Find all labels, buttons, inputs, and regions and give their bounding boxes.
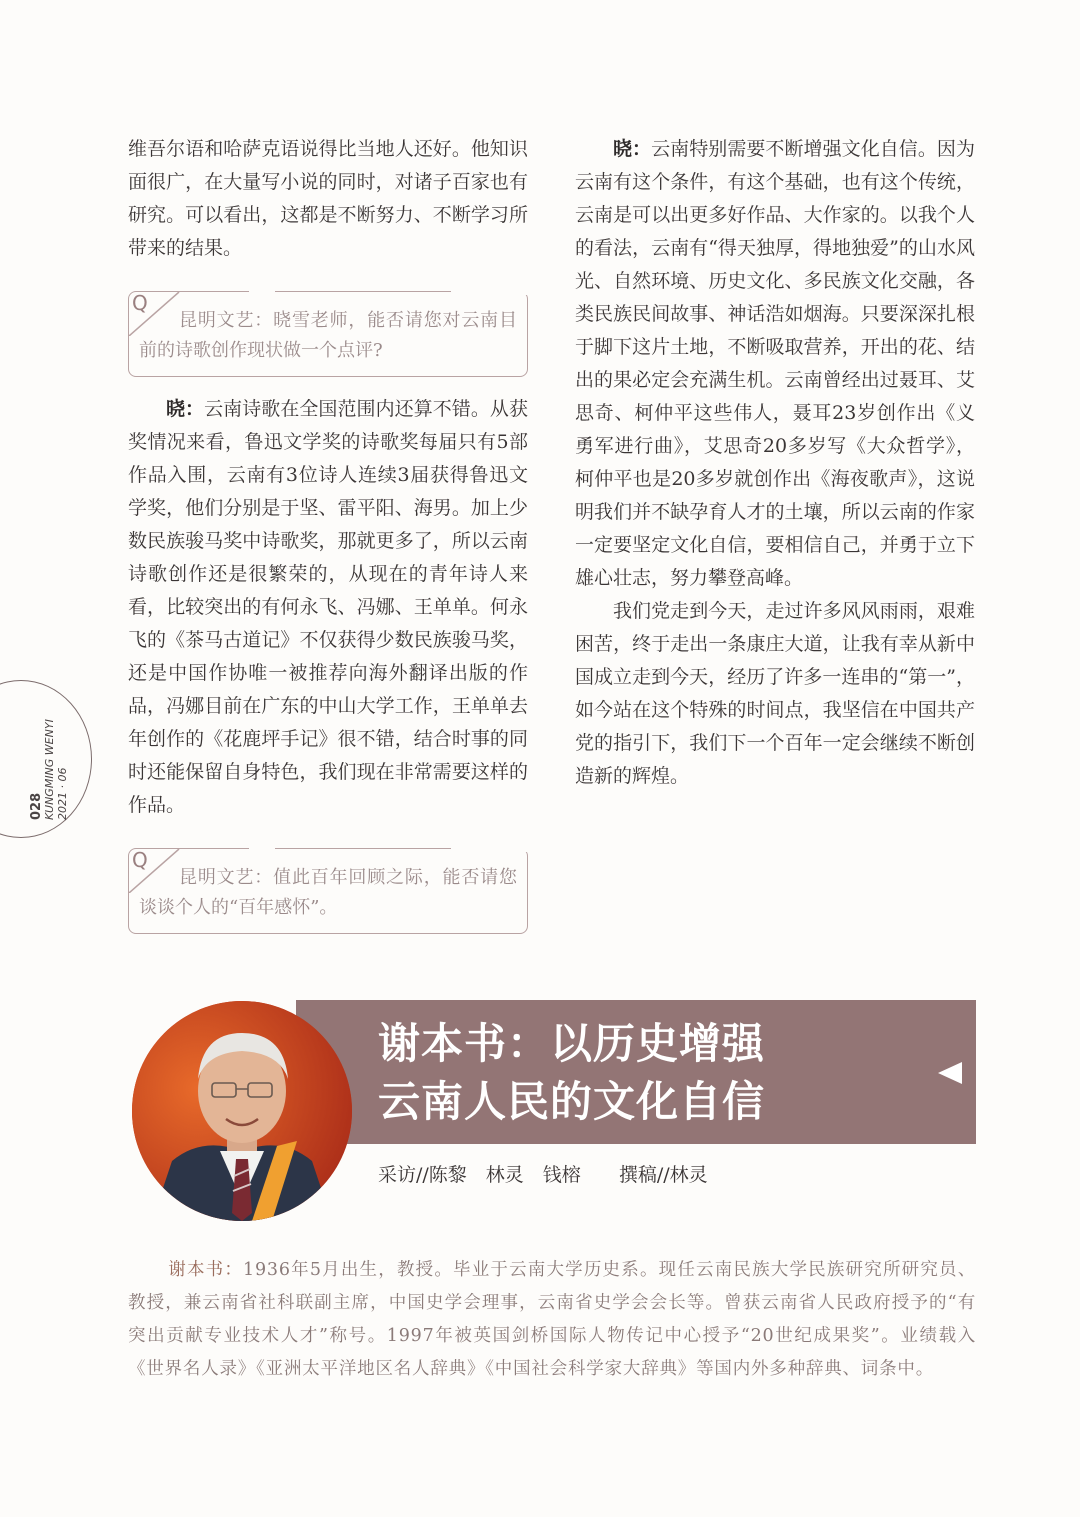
feature-title	[378, 1015, 938, 1131]
answer-text: 云南诗歌在全国范围内还算不错。从获奖情况来看，鲁迅文学奖的诗歌奖每届只有5部作品入围，云南有3位诗人连续3届获得鲁迅文学奖，他们分别是于坚、雷平阳、海男。加上少数民族骏马奖中诗歌奖，那就更多了，所以云南诗歌创作还是很繁荣的，从现在的青年诗人来看，比较突出的有何永飞、冯娜、王单单。何永飞的《茶马古道记》不仅获得少数民族骏马奖，还是中国作协唯一被推荐向海外翻译出版的作品，冯娜目前在广东的中山大学工作，王单单去年创作的《花鹿坪手记》很不错，结合时事的同时还能保留自身特色，我们现在非常需要这样的作品。	[128, 398, 528, 816]
question-text: 昆明文艺：值此百年回顾之际，能否请您谈谈个人的“百年感怀”。	[139, 867, 517, 918]
right-column	[575, 133, 975, 793]
question-text: 昆明文艺：晓雪老师，能否请您对云南目前的诗歌创作现状做一个点评?	[139, 310, 517, 361]
page-marker	[30, 700, 94, 820]
title-line: 云南人民的文化自信	[378, 1077, 766, 1126]
title-line: 谢本书：以历史增强	[378, 1019, 766, 1068]
border-gap	[249, 846, 275, 852]
magazine-name: KUNGMING WENYI	[43, 719, 56, 820]
speaker-label: 晓：	[166, 398, 205, 420]
speaker-label: 晓：	[613, 138, 652, 160]
question-mark-icon: Q	[132, 848, 148, 872]
border-gap	[249, 289, 275, 295]
bio-name: 谢本书：	[168, 1260, 244, 1280]
portrait-illustration	[132, 1001, 352, 1221]
paragraph: 维吾尔语和哈萨克语说得比当地人还好。他知识面很广，在大量写小说的同时，对诸子百家也有研究。可以看出，这都是不断努力、不断学习所带来的结果。	[128, 138, 528, 259]
credits	[378, 1160, 708, 1187]
answer-text: 云南特别需要不断增强文化自信。因为云南有这个条件，有这个基础，也有这个传统，云南是可以出更多好作品、大作家的。以我个人的看法，云南有“得天独厚，得地独爱”的山水风光、自然环境、历史文化、多民族文化交融，各类民族民间故事、神话浩如烟海。只要深深扎根于脚下这片土地，不断吸取营养，开出的花、结出的果必定会充满生机。云南曾经出过聂耳、艾思奇、柯仲平这些伟人，聂耳23岁创作出《义勇军进行曲》，艾思奇20多岁写《大众哲学》，柯仲平也是20多岁就创作出《海夜歌声》，这说明我们并不缺孕育人才的土壤，所以云南的作家一定要坚定文化自信，要相信自己，并勇于立下雄心壮志，努力攀登高峰。	[575, 138, 975, 589]
credits-writing: 撰稿//林灵	[618, 1164, 708, 1186]
paragraph: 我们党走到今天，走过许多风风雨雨，艰难困苦，终于走出一条康庄大道，让我有幸从新中国成立走到今天，经历了许多一连串的“第一”，如今站在这个特殊的时间点，我坚信在中国共产党的指引下，我们下一个百年一定会继续不断创造新的辉煌。	[575, 600, 975, 787]
question-mark-icon: Q	[132, 291, 148, 315]
page-number: 028	[29, 792, 44, 820]
border-gap	[451, 289, 583, 295]
question-box	[128, 291, 528, 377]
border-gap	[451, 846, 583, 852]
question-box	[128, 848, 528, 934]
issue-label: 2021 · 06	[56, 767, 69, 820]
arrow-left-icon	[938, 1062, 962, 1084]
bio-text: 1936年5月出生，教授。毕业于云南大学历史系。现任云南民族大学民族研究所研究员、教授，兼云南省社科联副主席，中国史学会理事，云南省史学会会长等。曾获云南省人民政府授予的“有突出贡献专业技术人才”称号。1997年被英国剑桥国际人物传记中心授予“20世纪成果奖”。业绩载入《世界名人录》《亚洲太平洋地区名人辞典》《中国社会科学家大辞典》等国内外多种辞典、词条中。	[128, 1260, 977, 1379]
biography	[128, 1254, 976, 1386]
left-column	[128, 133, 528, 950]
portrait-photo	[132, 1001, 352, 1221]
credits-interview: 采访//陈黎 林灵 钱榕	[378, 1164, 581, 1186]
